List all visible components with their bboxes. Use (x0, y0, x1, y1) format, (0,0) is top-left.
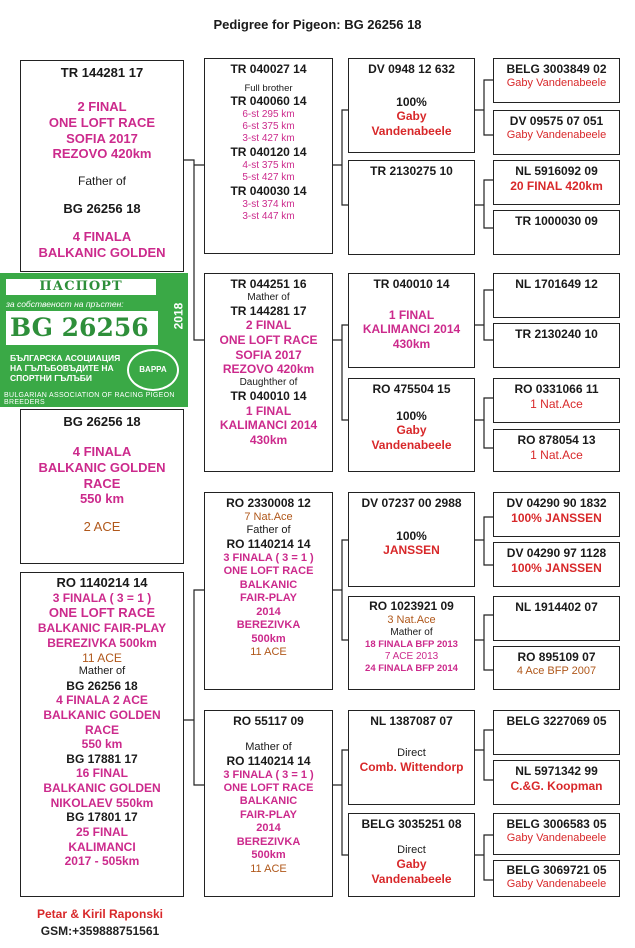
subject-ring: BG 26256 18 (63, 414, 141, 429)
sibling-ring: TR 040030 14 (230, 184, 307, 199)
ancestor-box[interactable] (493, 646, 620, 690)
breeder-name: Gaby (396, 109, 427, 124)
dam-result: ONE LOFT RACE (48, 605, 156, 621)
dam-box[interactable] (20, 572, 184, 897)
origin-label: Direct (397, 843, 426, 856)
ring-number: NL 5916092 09 (515, 164, 598, 178)
ring-number: BELG 3035251 08 (361, 817, 462, 831)
ace-count: 4 Ace BFP 2007 (516, 664, 597, 677)
breeder-name: 100% JANSSEN (511, 510, 602, 525)
sibling-result: 3-st 374 km (242, 199, 295, 211)
ancestor-box[interactable] (348, 160, 475, 255)
result: 20 FINAL 420km (510, 178, 603, 193)
ring-number: RO 895109 07 (517, 650, 596, 664)
child-result: 16 FINAL (75, 766, 128, 781)
ancestor-box[interactable] (493, 492, 620, 537)
subject-result: RACE (83, 475, 121, 491)
sire-result: ONE LOFT RACE (48, 114, 156, 130)
child-result: 550 km (81, 737, 123, 752)
granddam-dam-box[interactable] (204, 710, 333, 897)
child-result: BALKANIC GOLDEN (43, 707, 161, 722)
child-result: FAIR-PLAY (239, 808, 298, 821)
child-ring: BG 17801 17 (66, 810, 138, 825)
sire-box[interactable] (20, 60, 184, 272)
relation-label: Mather of (247, 291, 290, 303)
ancestor-box[interactable] (348, 710, 475, 805)
ancestor-box[interactable] (348, 58, 475, 153)
ring-number: DV 07237 00 2988 (361, 496, 462, 510)
relation-label: Full brother (244, 82, 293, 94)
result: 24 FINALA BFP 2014 (365, 662, 458, 674)
sibling-result: 3-st 427 km (242, 133, 295, 145)
breeder-name: Gaby Vandenabeele (506, 76, 607, 89)
ace-count: 3 Nat.Ace (387, 613, 436, 626)
breeder-name: Vandenabeele (371, 871, 452, 886)
sibling-result: 3-st 447 km (242, 211, 295, 223)
ancestor-box[interactable] (493, 323, 620, 368)
ring-number: BELG 3003849 02 (506, 62, 607, 76)
breeder-name: Vandenabeele (371, 437, 452, 452)
origin-label: Direct (397, 746, 426, 759)
child-result: BEREZIVKA (236, 835, 301, 848)
breeder-name: Gaby Vandenabeele (506, 128, 607, 141)
ring-number: BELG 3006583 05 (506, 817, 607, 831)
ancestor-box[interactable] (348, 378, 475, 472)
result: 18 FINALA BFP 2013 (365, 639, 458, 651)
purity-label: 100% (396, 408, 427, 423)
sire-result: 2 FINAL (77, 98, 127, 114)
ring-number: RO 475504 15 (372, 382, 451, 396)
child-ring: RO 1140214 14 (226, 537, 311, 552)
child-result: NIKOLAEV 550km (50, 795, 154, 810)
ancestor-box[interactable] (493, 760, 620, 805)
ring-number: NL 1387087 07 (370, 714, 453, 728)
relation-label: Mather of (78, 665, 126, 678)
breeder-name: Petar & Kiril Raponski (36, 907, 164, 921)
ring-number: NL 1914402 07 (515, 600, 598, 614)
child-result: 2014 (256, 605, 281, 618)
sibling-result: 6-st 295 km (242, 108, 295, 120)
passport-ring-number: BG 26256 (6, 311, 158, 345)
sire-ring: TR 144281 17 (60, 65, 144, 80)
ancestor-box[interactable] (493, 542, 620, 587)
purity-label: 100% (396, 94, 427, 109)
child-result: 2 FINAL (245, 318, 292, 333)
relation-label: Father of (77, 174, 127, 189)
child-result: 3 FINALA ( 3 = 1 ) (223, 552, 314, 565)
grandsire-sire-box[interactable] (204, 58, 333, 254)
ring-number: RO 2330008 12 (226, 496, 311, 510)
ring-number: TR 044251 16 (230, 277, 307, 291)
breeder-name: JANSSEN (383, 543, 440, 558)
passport-footer: BULGARIAN ASSOCIATION OF RACING PIGEON BREEDERS (4, 392, 175, 406)
child-ring: BG 17881 17 (66, 751, 138, 766)
ancestor-box[interactable] (348, 596, 475, 690)
ring-number: DV 09575 07 051 (509, 114, 604, 128)
ring-number: DV 0948 12 632 (368, 62, 455, 76)
child-result: FAIR-PLAY (239, 592, 298, 605)
sire-result: SOFIA 2017 (66, 130, 138, 146)
parent-result: 430km (249, 433, 288, 447)
ring-number: RO 0331066 11 (514, 382, 599, 396)
child-result: 4 FINALA (72, 228, 132, 244)
ancestor-box[interactable] (348, 813, 475, 897)
ring-number: RO 55117 09 (233, 714, 304, 728)
child-result: 2014 (256, 822, 281, 835)
relation-label: Daughther of (239, 376, 298, 388)
passport-subtitle: за собственост на пръстен: (6, 299, 124, 309)
ring-number: TR 1000030 09 (515, 214, 598, 228)
relation-label: Mather of (390, 627, 433, 639)
child-ring: RO 1140214 14 (226, 754, 311, 769)
ancestor-box[interactable] (348, 273, 475, 368)
passport-heading: ПАСПОРТ (6, 279, 156, 295)
ancestor-box[interactable] (493, 710, 620, 755)
result: 430km (392, 336, 431, 351)
parent-result: 1 FINAL (245, 403, 292, 418)
child-result: BALKANIC GOLDEN (38, 244, 166, 260)
child-result: KALIMANCI (68, 839, 136, 854)
ring-number: NL 5971342 99 (515, 764, 598, 778)
result: KALIMANCI 2014 (362, 322, 461, 337)
child-result: 4 FINALA 2 ACE (56, 693, 148, 708)
child-result: 500km (251, 849, 286, 862)
child-result: SOFIA 2017 (235, 347, 302, 362)
breeder-name: Gaby Vandenabeele (506, 831, 607, 844)
result: 7 ACE 2013 (384, 650, 439, 662)
ring-number: DV 04290 97 1128 (506, 546, 607, 560)
ace-count: 1 Nat.Ace (530, 447, 583, 462)
ancestor-box[interactable] (493, 813, 620, 855)
child-result: ONE LOFT RACE (219, 333, 318, 348)
sibling-result: 5-st 427 km (242, 172, 295, 184)
child-ring: BG 26256 18 (66, 678, 138, 693)
sibling-ring: TR 040120 14 (230, 145, 307, 160)
breeder-name: Gaby (396, 423, 427, 438)
dam-result: BALKANIC FAIR-PLAY (37, 621, 167, 636)
subject-result: BALKANIC GOLDEN (38, 459, 166, 475)
ring-passport-card (0, 273, 188, 407)
dam-result: 3 FINALA ( 3 = 1 ) (52, 590, 152, 605)
breeder-name: Gaby (396, 857, 427, 872)
ancestor-box[interactable] (493, 210, 620, 255)
breeder-name: Gaby Vandenabeele (506, 877, 607, 890)
ancestor-box[interactable] (493, 596, 620, 641)
ace-count: 1 Nat.Ace (530, 396, 583, 411)
ring-number: RO 1023921 09 (369, 599, 454, 613)
breeder-phone: GSM:+359888751561 (40, 924, 160, 938)
subject-ace: 2 ACE (83, 519, 121, 535)
child-result: BALKANIC (239, 795, 298, 808)
child-result: ONE LOFT RACE (223, 782, 314, 795)
breeder-name: 100% JANSSEN (511, 560, 602, 575)
subject-result: 550 km (79, 491, 125, 507)
page-title: Pedigree for Pigeon: BG 26256 18 (213, 17, 422, 32)
sire-result: REZOVO 420km (52, 146, 152, 162)
breeder-name: Vandenabeele (371, 123, 452, 138)
sibling-result: 6-st 375 km (242, 121, 295, 133)
ring-number: TR 2130275 10 (370, 164, 453, 178)
dam-result: BEREZIVKA 500km (47, 635, 157, 650)
ace-count: 7 Nat.Ace (244, 510, 293, 523)
granddam-sire-box[interactable] (204, 273, 333, 472)
ancestor-box[interactable] (348, 492, 475, 587)
ancestor-box[interactable] (493, 58, 620, 103)
child-result: 500km (251, 632, 286, 645)
parent-result: KALIMANCI 2014 (219, 418, 318, 433)
grandsire-dam-box[interactable] (204, 492, 333, 690)
child-ring: TR 144281 17 (230, 303, 307, 318)
dam-ring: RO 1140214 14 (56, 575, 148, 590)
ancestor-box[interactable] (493, 429, 620, 472)
purity-label: 100% (396, 528, 427, 543)
child-ace: 11 ACE (250, 862, 287, 875)
ancestor-box[interactable] (493, 860, 620, 897)
child-result: BALKANIC (239, 578, 298, 591)
ring-number: TR 040027 14 (230, 62, 307, 76)
child-ace: 11 ACE (250, 645, 287, 658)
child-result: REZOVO 420km (222, 362, 315, 377)
relation-label: Father of (246, 524, 291, 537)
dam-ace: 11 ACE (82, 650, 122, 665)
ring-number: TR 2130240 10 (515, 327, 598, 341)
breeder-contact (20, 906, 180, 940)
ring-number: BELG 3227069 05 (506, 714, 607, 728)
child-result: ONE LOFT RACE (223, 565, 314, 578)
child-result: 2017 - 505km (64, 854, 140, 869)
ancestor-box[interactable] (493, 273, 620, 318)
ancestor-box[interactable] (493, 160, 620, 205)
ring-number: NL 1701649 12 (515, 277, 598, 291)
ring-number: TR 040010 14 (373, 277, 450, 291)
sibling-result: 4-st 375 km (242, 160, 295, 172)
child-result: RACE (84, 722, 119, 737)
child-result: BALKANIC GOLDEN (43, 781, 161, 795)
subject-box[interactable] (20, 409, 184, 564)
breeder-name: C.&G. Koopman (510, 778, 603, 793)
ancestor-box[interactable] (493, 378, 620, 423)
relation-label: Mather of (245, 740, 292, 753)
ancestor-box[interactable] (493, 110, 620, 155)
parent-ring: TR 040010 14 (230, 389, 307, 404)
ring-number: BELG 3069721 05 (506, 863, 607, 877)
pigeon-logo-icon: BAPPA (127, 349, 179, 391)
child-result: 3 FINALA ( 3 = 1 ) (223, 768, 314, 781)
passport-organization: БЪЛГАРСКА АСОЦИАЦИЯ НА ГЪЛЪБОВЪДИТЕ НА СПОРТНИ ГЪЛЪБИ (10, 353, 121, 383)
child-result: 25 FINAL (75, 824, 128, 839)
sibling-ring: TR 040060 14 (230, 94, 307, 109)
result: 1 FINAL (388, 307, 435, 322)
child-ring: BG 26256 18 (63, 200, 141, 216)
passport-year: 2018 (171, 302, 186, 330)
child-result: BEREZIVKA (236, 619, 301, 632)
ring-number: DV 04290 90 1832 (506, 496, 607, 510)
breeder-name: Comb. Wittendorp (359, 760, 464, 775)
ring-number: RO 878054 13 (517, 433, 596, 447)
subject-result: 4 FINALA (72, 443, 132, 459)
